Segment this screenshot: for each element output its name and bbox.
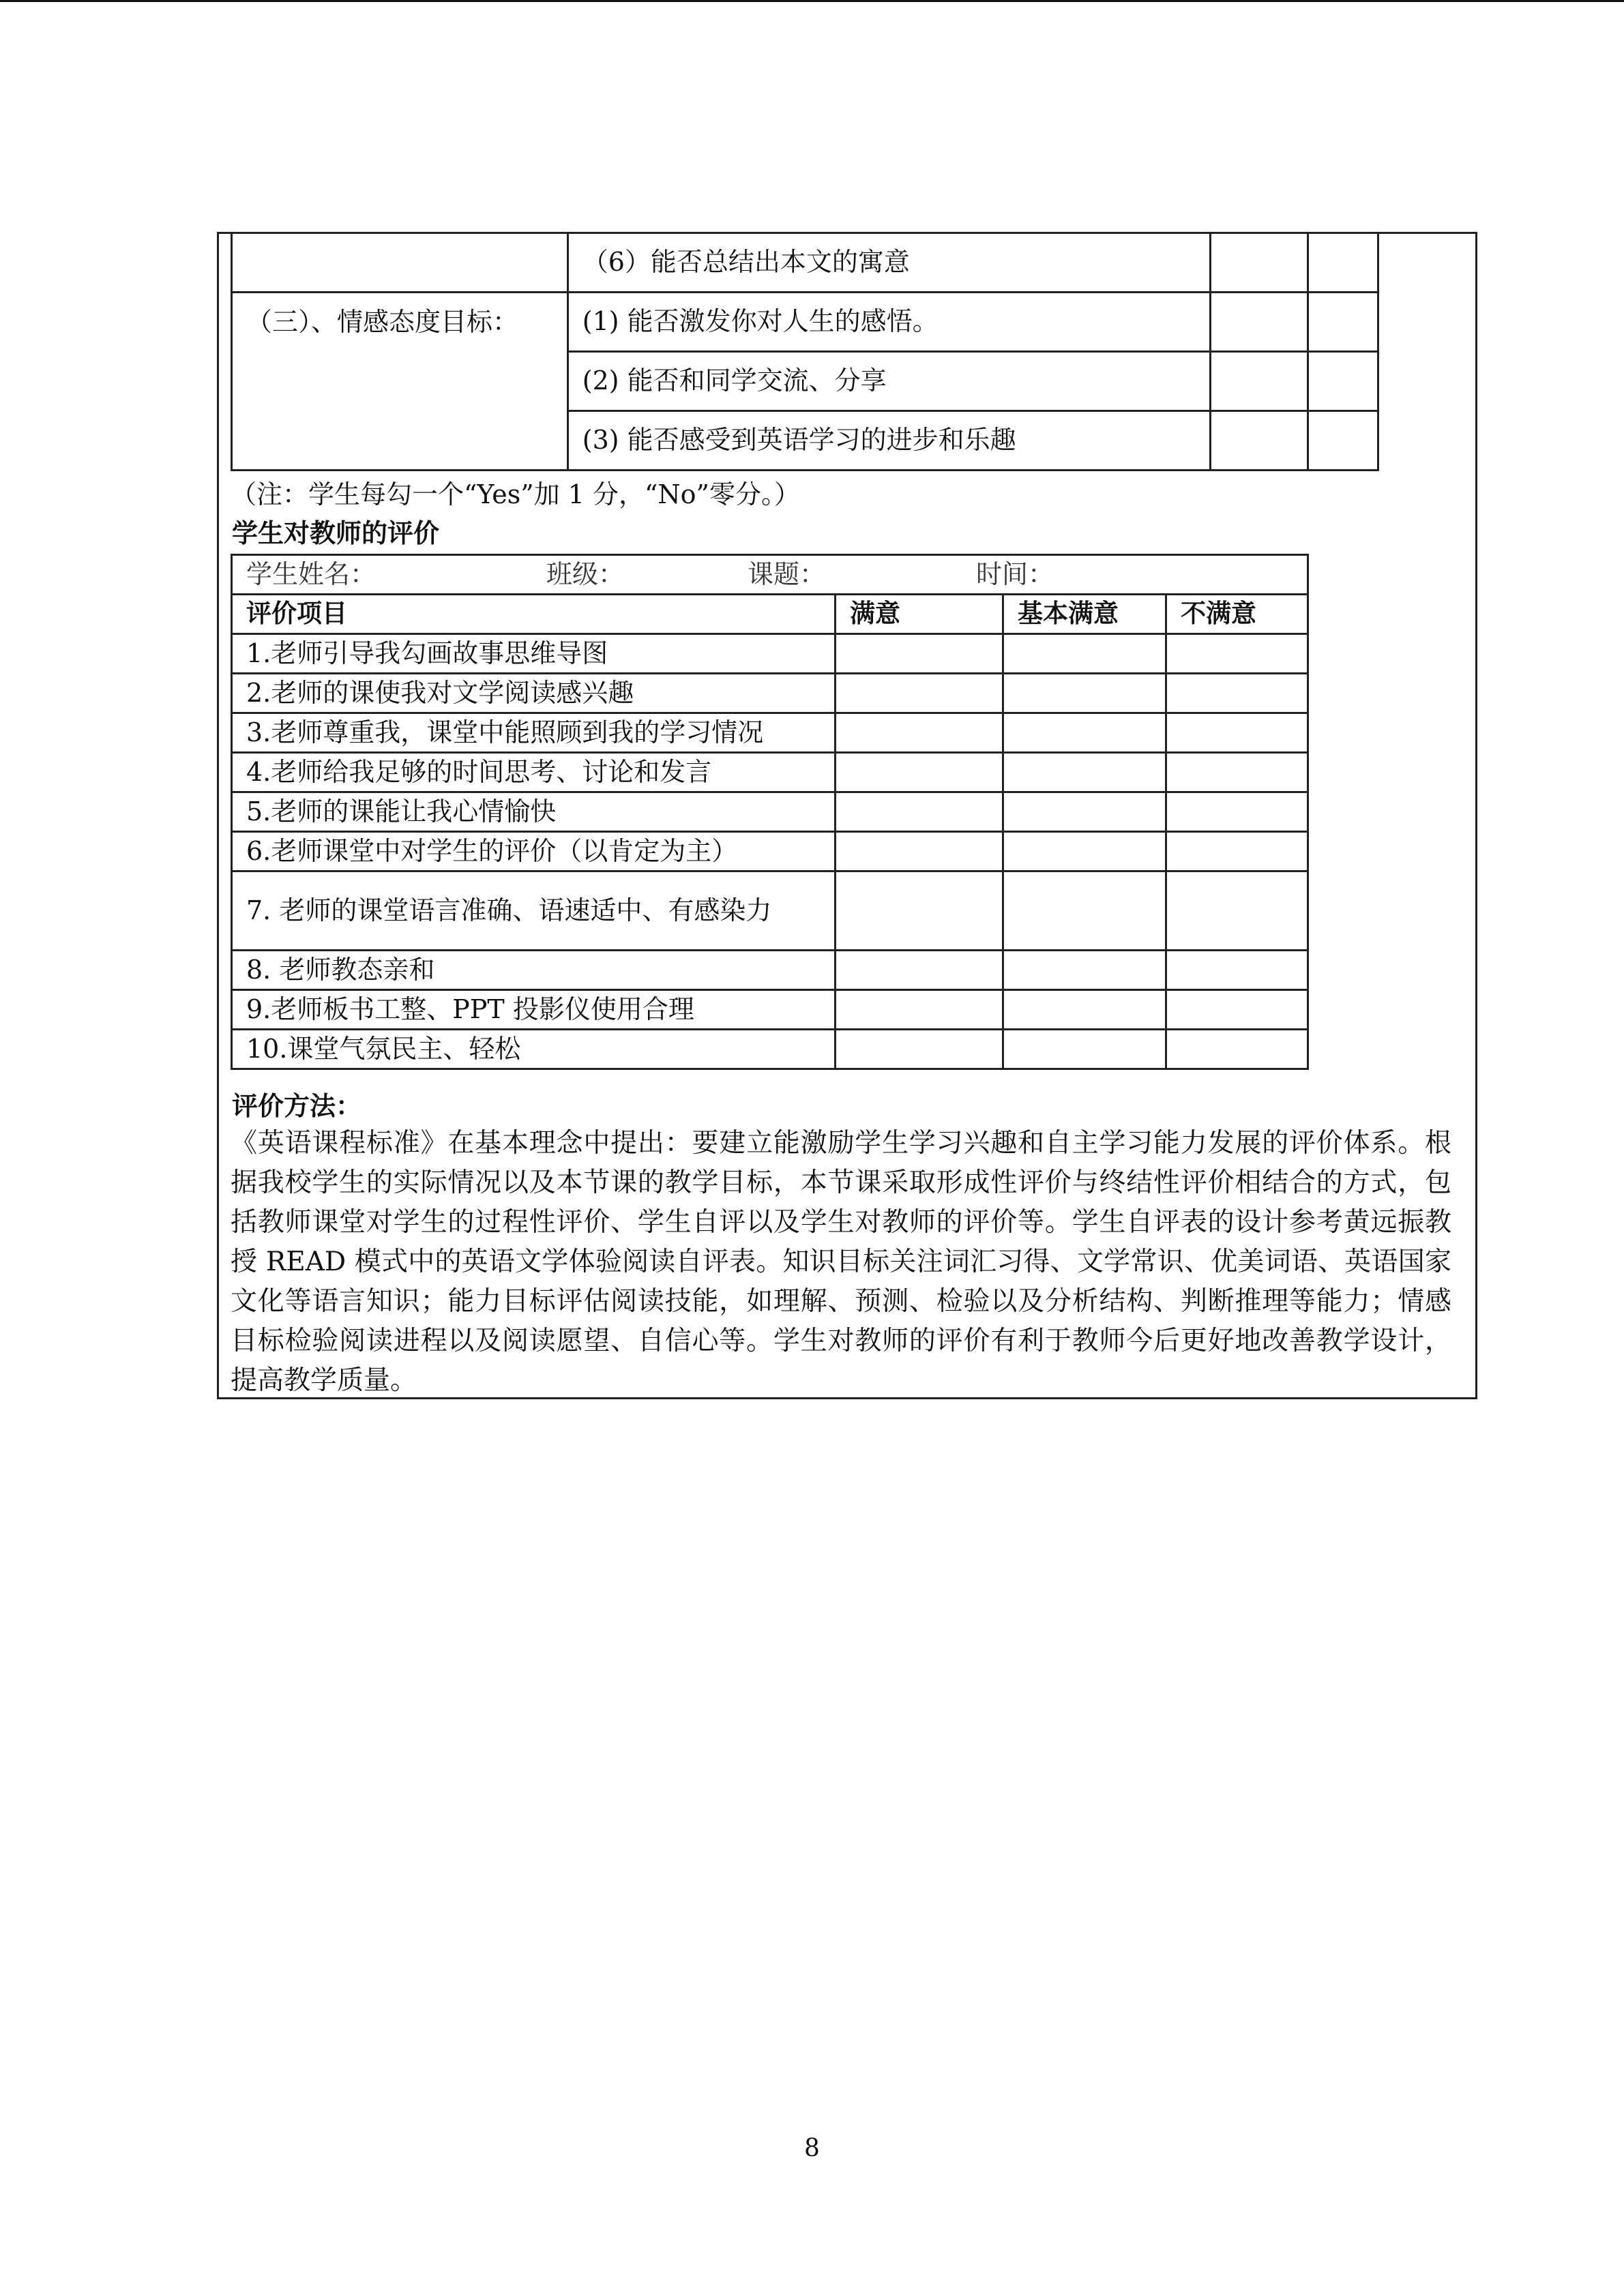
unsatisfied-cell[interactable] (1166, 792, 1308, 832)
basic-cell[interactable] (1003, 832, 1166, 871)
checkbox-cell-no[interactable] (1308, 411, 1378, 471)
item-cell: (3) 能否感受到英语学习的进步和乐趣 (567, 411, 1210, 471)
method-body: 《英语课程标准》在基本理念中提出：要建立能激励学生学习兴趣和自主学习能力发展的评价体系。根据我校学生的实际情况以及本节课的教学目标，本节课采取形成性评价与终结性评价相结合的方式，包括教师课堂对学生的过程性评价、学生自评以及学生对教师的评价等。学生自评表的设计参考黄远振教授 READ 模式中的英语文学体验阅读自评表。知识目标关注词汇习得、文学常识、优美词语、英语国家文化等语言知识；能力目标评估阅读技能，如理解、预测、检验以及分析结构、判断推理等能力；情感目标检验阅读进程以及阅读愿望、自信心等。学生对教师的评价有利于教师今后更好地改善教学设计，提高教学质量。 (231, 1128, 1451, 1396)
teacher-eval-title: 学生对教师的评价 (232, 518, 440, 548)
teacher-eval-table (231, 554, 1309, 1070)
item-cell: (1) 能否激发你对人生的感悟。 (567, 293, 1210, 352)
basic-cell[interactable] (1003, 990, 1166, 1030)
top-rule (0, 0, 1624, 2)
table-row (232, 832, 1308, 871)
unsatisfied-cell[interactable] (1166, 674, 1308, 713)
checkbox-cell-no[interactable] (1308, 233, 1378, 293)
basic-cell[interactable] (1003, 634, 1166, 674)
unsatisfied-cell[interactable] (1166, 990, 1308, 1030)
unsatisfied-cell[interactable] (1166, 832, 1308, 871)
basic-cell[interactable] (1003, 713, 1166, 753)
basic-cell[interactable] (1003, 753, 1166, 792)
checkbox-cell-yes[interactable] (1211, 411, 1308, 471)
info-row (232, 555, 1308, 595)
empty-cell (232, 233, 568, 293)
satisfied-cell[interactable] (836, 951, 1003, 990)
item-cell: (2) 能否和同学交流、分享 (567, 352, 1210, 411)
satisfied-cell[interactable] (836, 634, 1003, 674)
row-label: 10.课堂气氛民主、轻松 (232, 1030, 836, 1069)
col-header-satisfied: 满意 (836, 595, 1003, 634)
self-eval-table (231, 232, 1379, 471)
basic-cell[interactable] (1003, 951, 1166, 990)
table-row (232, 634, 1308, 674)
row-label: 2.老师的课使我对文学阅读感兴趣 (232, 674, 836, 713)
row-label: 3.老师尊重我，课堂中能照顾到我的学习情况 (232, 713, 836, 753)
satisfied-cell[interactable] (836, 990, 1003, 1030)
row-label: 7. 老师的课堂语言准确、语速适中、有感染力 (232, 871, 836, 951)
row-label: 1.老师引导我勾画故事思维导图 (232, 634, 836, 674)
row-label: 9.老师板书工整、PPT 投影仪使用合理 (232, 990, 836, 1030)
unsatisfied-cell[interactable] (1166, 951, 1308, 990)
col-header-unsatisfied: 不满意 (1166, 595, 1308, 634)
checkbox-cell-yes[interactable] (1211, 233, 1308, 293)
scoring-note: （注：学生每勾一个“Yes”加 1 分，“No”零分。） (231, 479, 800, 509)
row-label: 5.老师的课能让我心情愉快 (232, 792, 836, 832)
table-row (232, 951, 1308, 990)
col-header-basic: 基本满意 (1003, 595, 1166, 634)
checkbox-cell-no[interactable] (1308, 352, 1378, 411)
unsatisfied-cell[interactable] (1166, 1030, 1308, 1069)
item-cell: （6）能否总结出本文的寓意 (567, 233, 1210, 293)
group-label: （三）、情感态度目标： (232, 293, 568, 471)
checkbox-cell-yes[interactable] (1211, 293, 1308, 352)
row-label: 6.老师课堂中对学生的评价（以肯定为主） (232, 832, 836, 871)
basic-cell[interactable] (1003, 792, 1166, 832)
unsatisfied-cell[interactable] (1166, 871, 1308, 951)
satisfied-cell[interactable] (836, 674, 1003, 713)
page-number: 8 (804, 2134, 820, 2162)
time-label: 时间： (976, 558, 1054, 589)
method-title: 评价方法： (232, 1091, 362, 1121)
checkbox-cell-no[interactable] (1308, 293, 1378, 352)
basic-cell[interactable] (1003, 674, 1166, 713)
table-row (232, 753, 1308, 792)
table-row (232, 990, 1308, 1030)
unsatisfied-cell[interactable] (1166, 634, 1308, 674)
checkbox-cell-yes[interactable] (1211, 352, 1308, 411)
table-row (232, 1030, 1308, 1069)
topic-label: 课题： (748, 558, 826, 589)
satisfied-cell[interactable] (836, 871, 1003, 951)
satisfied-cell[interactable] (836, 1030, 1003, 1069)
basic-cell[interactable] (1003, 1030, 1166, 1069)
table-row (232, 713, 1308, 753)
table-row (232, 792, 1308, 832)
satisfied-cell[interactable] (836, 753, 1003, 792)
table-row (232, 674, 1308, 713)
class-label: 班级： (546, 558, 625, 589)
satisfied-cell[interactable] (836, 713, 1003, 753)
unsatisfied-cell[interactable] (1166, 753, 1308, 792)
col-header-item: 评价项目 (232, 595, 836, 634)
student-name-label: 学生姓名： (246, 558, 377, 589)
basic-cell[interactable] (1003, 871, 1166, 951)
satisfied-cell[interactable] (836, 792, 1003, 832)
table-row (232, 871, 1308, 951)
row-label: 8. 老师教态亲和 (232, 951, 836, 990)
unsatisfied-cell[interactable] (1166, 713, 1308, 753)
satisfied-cell[interactable] (836, 832, 1003, 871)
row-label: 4.老师给我足够的时间思考、讨论和发言 (232, 753, 836, 792)
